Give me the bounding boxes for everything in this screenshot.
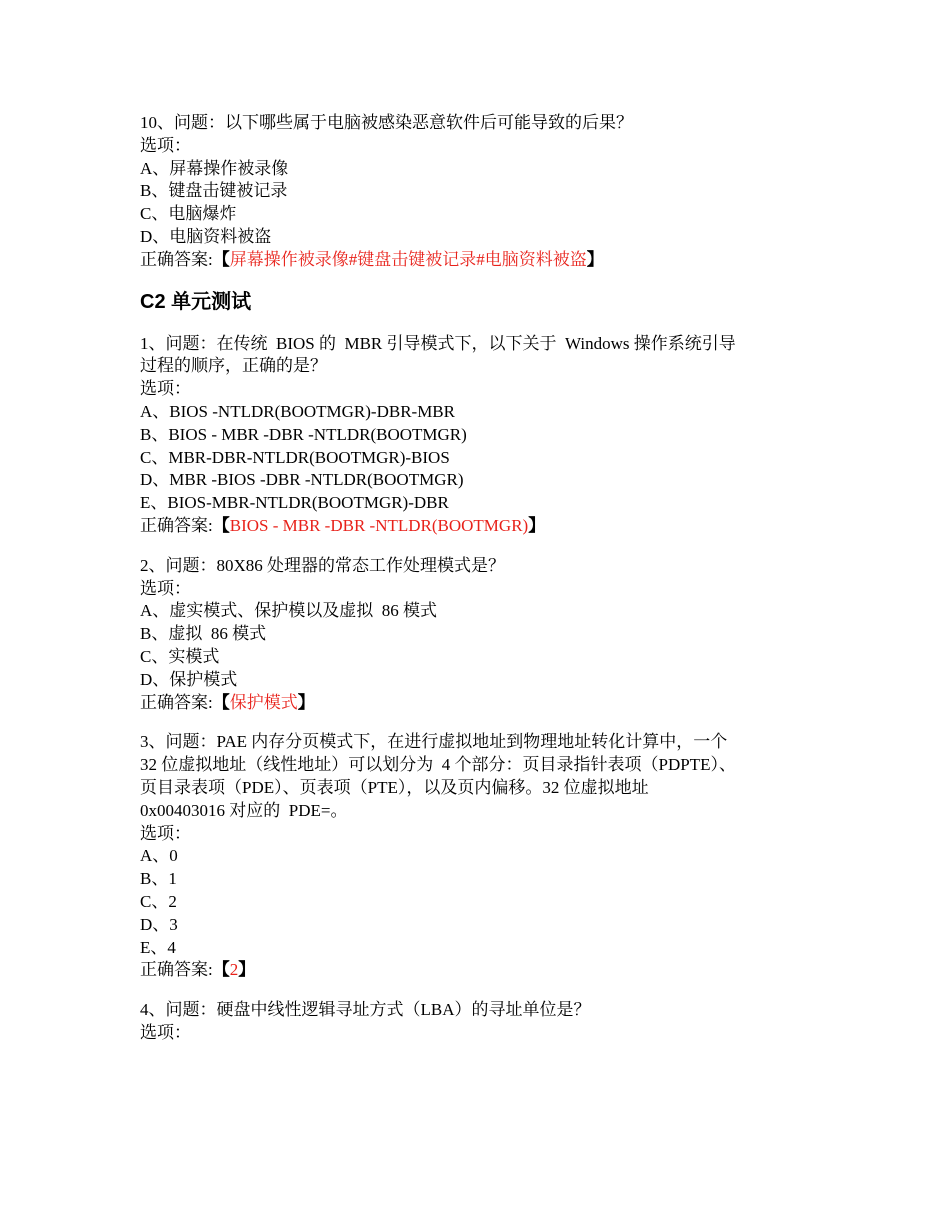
option-b: B、虚拟 86 模式 bbox=[140, 624, 267, 644]
correct-answer: 保护模式 bbox=[229, 692, 298, 712]
options-label: 选项： bbox=[140, 578, 191, 598]
bracket-close: 】 bbox=[528, 515, 546, 535]
question-text-line-1: 3、问题：PAE 内存分页模式下，在进行虚拟地址到物理地址转化计算中，一个 bbox=[140, 732, 728, 752]
option-b: B、键盘击键被记录 bbox=[140, 181, 288, 201]
answer-prefix: 正确答案: bbox=[140, 249, 213, 269]
bracket-open: 【 bbox=[212, 960, 230, 980]
c2-question-4 bbox=[140, 999, 820, 1045]
answer-line bbox=[140, 515, 820, 538]
option-a: A、0 bbox=[140, 846, 178, 866]
option-c: C、MBR-DBR-NTLDR(BOOTMGR)-BIOS bbox=[140, 447, 450, 467]
bracket-close: 】 bbox=[586, 249, 604, 269]
question-text: 2、问题：80X86 处理器的常态工作处理模式是？ bbox=[140, 555, 506, 575]
correct-answer: BIOS - MBR -DBR -NTLDR(BOOTMGR) bbox=[229, 515, 529, 535]
option-a: A、BIOS -NTLDR(BOOTMGR)-DBR-MBR bbox=[140, 401, 455, 421]
options-label: 选项： bbox=[140, 1022, 191, 1042]
option-a: A、屏幕操作被录像 bbox=[140, 158, 289, 178]
option-e: E、4 bbox=[140, 937, 176, 957]
option-d: D、3 bbox=[140, 914, 178, 934]
option-c: C、2 bbox=[140, 891, 177, 911]
question-text-line-2: 32 位虚拟地址（线性地址）可以划分为 4 个部分：页目录指针表项（PDPTE）、 bbox=[140, 755, 736, 775]
question-text-line-4: 0x00403016 对应的 PDE=。 bbox=[140, 800, 348, 820]
option-b: B、BIOS - MBR -DBR -NTLDR(BOOTMGR) bbox=[140, 424, 467, 444]
c2-question-2 bbox=[140, 555, 820, 715]
c2-question-1 bbox=[140, 333, 820, 538]
correct-answer: 2 bbox=[229, 960, 239, 980]
option-c: C、实模式 bbox=[140, 646, 220, 666]
question-text-line-1: 1、问题：在传统 BIOS 的 MBR 引导模式下，以下关于 Windows 操作系统引导 bbox=[140, 333, 736, 353]
question-text-line-2: 过程的顺序，正确的是？ bbox=[140, 356, 327, 376]
answer-prefix: 正确答案: bbox=[140, 515, 213, 535]
question-text-line-3: 页目录表项（PDE）、页表项（PTE），以及页内偏移。32 位虚拟地址 bbox=[140, 777, 649, 797]
option-e: E、BIOS-MBR-NTLDR(BOOTMGR)-DBR bbox=[140, 493, 449, 513]
question-text: 4、问题：硬盘中线性逻辑寻址方式（LBA）的寻址单位是？ bbox=[140, 1000, 591, 1020]
bracket-close: 】 bbox=[238, 960, 256, 980]
question-10 bbox=[140, 112, 820, 272]
option-a: A、虚实模式、保护模以及虚拟 86 模式 bbox=[140, 601, 438, 621]
bracket-open: 【 bbox=[212, 249, 230, 269]
option-b: B、1 bbox=[140, 869, 177, 889]
answer-line bbox=[140, 249, 820, 272]
answer-prefix: 正确答案: bbox=[140, 692, 213, 712]
bracket-open: 【 bbox=[212, 515, 230, 535]
bracket-close: 】 bbox=[297, 692, 315, 712]
answer-line bbox=[140, 959, 820, 982]
document-page bbox=[140, 112, 820, 1062]
option-d: D、MBR -BIOS -DBR -NTLDR(BOOTMGR) bbox=[140, 470, 464, 490]
question-text: 10、问题：以下哪些属于电脑被感染恶意软件后可能导致的后果？ bbox=[140, 113, 633, 132]
answer-prefix: 正确答案: bbox=[140, 960, 213, 980]
option-d: D、保护模式 bbox=[140, 669, 238, 689]
option-c: C、电脑爆炸 bbox=[140, 204, 237, 224]
section-title: C2 单元测试 bbox=[140, 290, 252, 313]
bracket-open: 【 bbox=[212, 692, 230, 712]
answer-line bbox=[140, 692, 820, 715]
options-label: 选项： bbox=[140, 823, 191, 843]
correct-answer: 屏幕操作被录像#键盘击键被记录#电脑资料被盗 bbox=[229, 249, 587, 269]
option-d: D、电脑资料被盗 bbox=[140, 226, 272, 246]
options-label: 选项： bbox=[140, 135, 191, 155]
options-label: 选项： bbox=[140, 379, 191, 399]
c2-question-3 bbox=[140, 731, 820, 982]
